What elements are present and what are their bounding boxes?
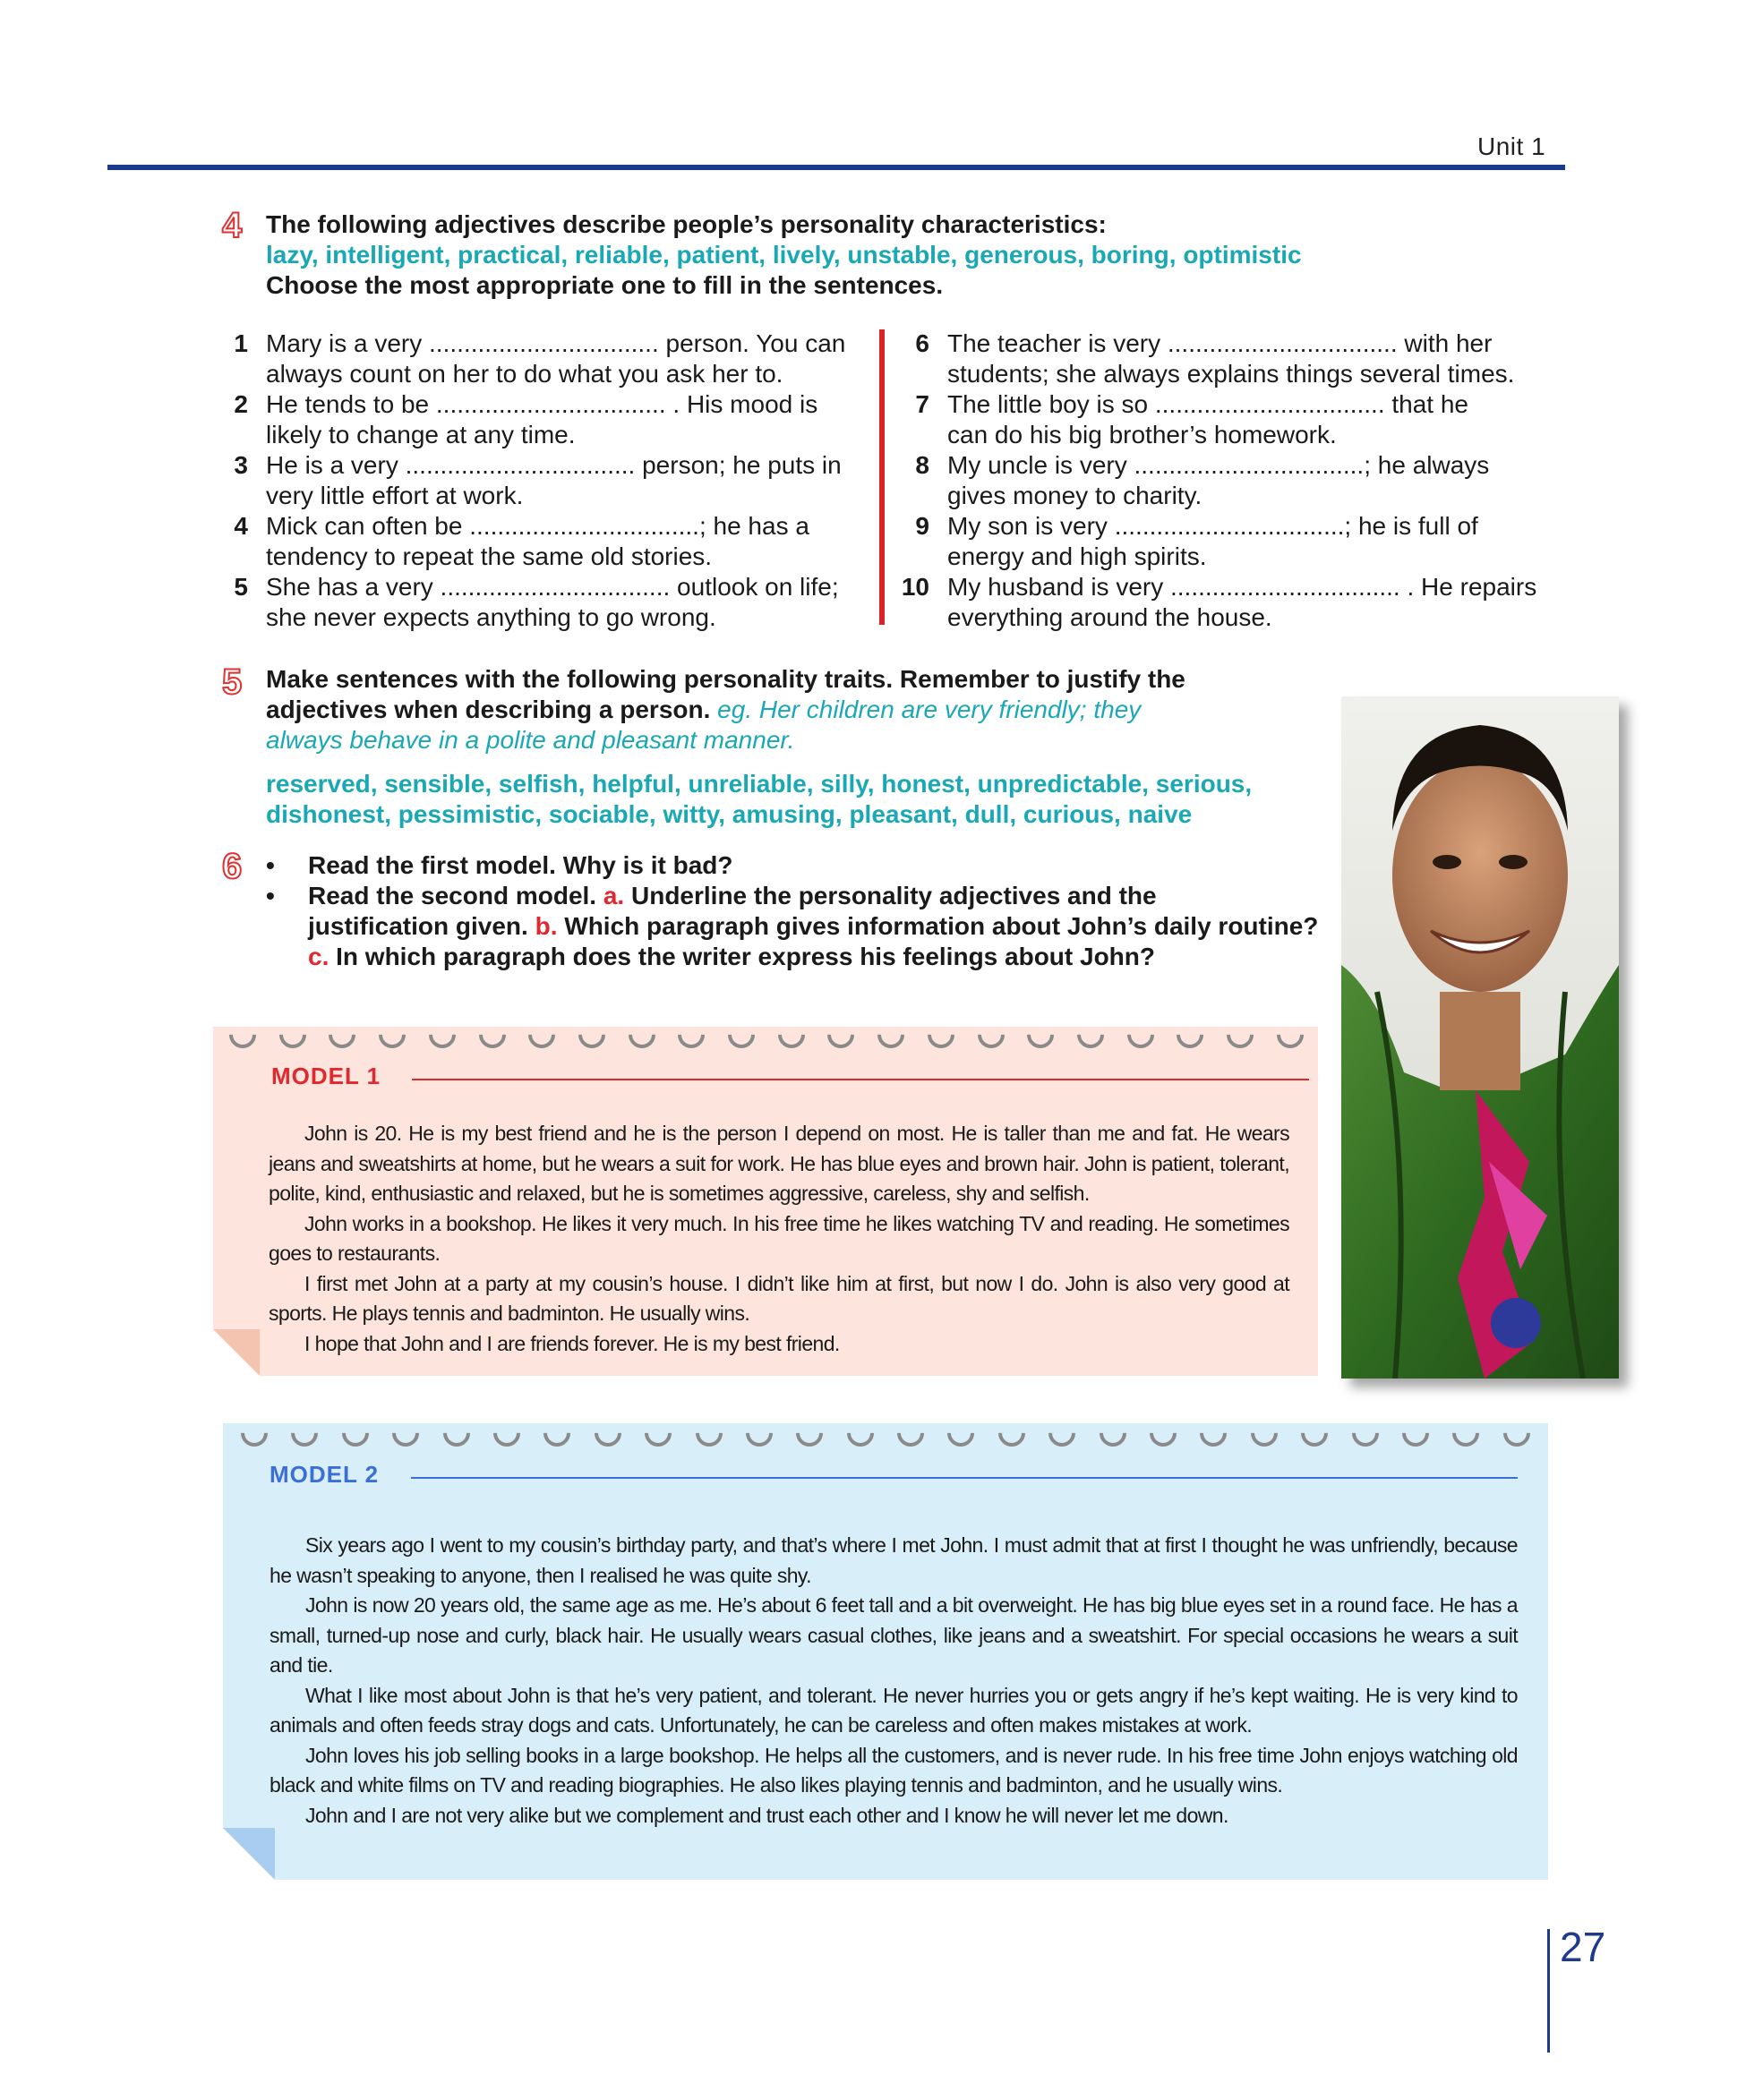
spiral-ring-icon [286, 1414, 323, 1452]
unit-label: Unit 1 [1477, 132, 1546, 160]
sentence-line-2: students; she always explains things several times. [947, 360, 1515, 388]
spiral-ring-icon [589, 1414, 627, 1452]
paragraph: John loves his job selling books in a large bookshop. He helps all the customers, and is never rude. In his free time John enjoys watching old black and white films on TV and reading biographies. He also likes playing tennis and badminton, and he usually wins. [270, 1743, 1518, 1797]
sentence-item [901, 572, 1574, 633]
spiral-ring-icon [337, 1414, 374, 1452]
sentence-item [915, 329, 1574, 389]
ex5-instruction-2-bold: adjectives when describing a person. [266, 696, 711, 723]
spiral-ring-icon [235, 1414, 273, 1452]
sentence-line-2: tendency to repeat the same old stories. [266, 542, 713, 570]
header-rule [107, 165, 1565, 170]
ex4-instruction: The following adjectives describe people’s personality characteristics: [266, 210, 1107, 238]
model-2-box [223, 1423, 1548, 1880]
sentence-item [234, 389, 875, 450]
spiral-ring-icon [1121, 1016, 1159, 1054]
paragraph: I hope that John and I are friends forever. He is my best friend. [304, 1331, 840, 1355]
spiral-ring-icon [723, 1016, 760, 1054]
spiral-ring-icon [488, 1414, 526, 1452]
ex4-instruction-2: Choose the most appropriate one to fill in the sentences. [266, 271, 944, 299]
spiral-ring-icon [1194, 1414, 1232, 1452]
spiral-ring-icon [1346, 1414, 1383, 1452]
ex4-adjective-list: lazy, intelligent, practical, reliable, patient, lively, unstable, generous, boring, optimistic [266, 241, 1302, 269]
spiral-ring-icon [971, 1016, 1009, 1054]
ex5-instruction-2 [266, 695, 1141, 725]
ex6-bullet-2 [308, 881, 1157, 911]
spiral-ring-icon [841, 1414, 878, 1452]
spiral-ring-icon [773, 1016, 810, 1054]
sentence-number: 8 [915, 451, 929, 479]
spiral-ring-icon [224, 1016, 261, 1054]
sentence-line-1: My husband is very ................................. . He repairs [947, 573, 1537, 601]
sentence-number: 10 [901, 573, 929, 601]
sentence-number: 7 [915, 390, 929, 418]
model-1-text [269, 1119, 1289, 1359]
spiral-ring-icon [1245, 1414, 1283, 1452]
ex6-line-3-text: justification given. [308, 912, 535, 940]
sentence-line-1: Mary is a very ................................. person. You can [266, 329, 846, 357]
column-divider [879, 329, 885, 625]
sentence-line-1: My uncle is very .................................; he always [947, 451, 1490, 479]
ex6-letter-a: a. [603, 882, 625, 909]
spiral-ring-icon [822, 1016, 860, 1054]
spiral-ring-icon [942, 1414, 980, 1452]
spiral-ring-icon [639, 1414, 677, 1452]
paragraph: What I like most about John is that he’s very patient, and tolerant. He never hurries you or gets angry if he’s kept waiting. He is very kind to animals and often feeds stray dogs and cats. Unfortunately, he can be careless and often makes mistakes at work. [270, 1683, 1518, 1737]
sentence-number: 1 [234, 329, 248, 357]
spiral-ring-icon [1498, 1414, 1536, 1452]
spiral-ring-icon [437, 1414, 475, 1452]
portrait-illustration [1341, 696, 1619, 1379]
spiral-ring-icon [1447, 1414, 1485, 1452]
ex6-task-b: Which paragraph gives information about John’s daily routine? [557, 912, 1319, 940]
ex6-bullet-dot-2: • [266, 882, 275, 909]
sentence-item [915, 450, 1574, 511]
spiral-ring-icon [872, 1016, 910, 1054]
spiral-ring-icon [1271, 1016, 1309, 1054]
sentence-item [234, 329, 875, 389]
model-2-title-rule [411, 1477, 1518, 1479]
sentence-line-2: she never expects anything to go wrong. [266, 603, 716, 631]
model-1-page-curl [213, 1329, 260, 1376]
sentence-line-2: likely to change at any time. [266, 421, 576, 448]
ex6-task-c: In which paragraph does the writer express his feelings about John? [329, 943, 1155, 970]
spiral-ring-icon [1093, 1414, 1131, 1452]
spiral-ring-icon [523, 1016, 561, 1054]
sentence-line-2: energy and high spirits. [947, 542, 1207, 570]
sentence-number: 4 [234, 512, 248, 540]
sentence-number: 9 [915, 512, 929, 540]
sentence-line-1: She has a very ................................. outlook on life; [266, 573, 839, 601]
spiral-ring-icon [672, 1016, 710, 1054]
paragraph: Six years ago I went to my cousin’s birthday party, and that’s where I met John. I must admit that at first I thought he was unfriendly, because he wasn’t speaking to anyone, then I realised he was quite shy. [270, 1533, 1518, 1587]
spiral-ring-icon [538, 1414, 576, 1452]
ex4-left-column [234, 329, 875, 633]
spiral-ring-icon [993, 1414, 1031, 1452]
sentence-line-1: He is a very ................................. person; he puts in [266, 451, 842, 479]
page-number-rule [1547, 1929, 1550, 2053]
spiral-ring-icon [1171, 1016, 1209, 1054]
ex6-line-4 [308, 942, 1155, 972]
ex4-right-column [901, 329, 1574, 633]
ex6-task-a: Underline the personality adjectives and the [624, 882, 1157, 909]
sentence-line-1: He tends to be ................................. . His mood is [266, 390, 818, 418]
model-1-spiral-binding [229, 1021, 1304, 1048]
exercise-6-number: 6 [222, 847, 243, 886]
spiral-ring-icon [1296, 1414, 1333, 1452]
spiral-ring-icon [424, 1016, 461, 1054]
spiral-ring-icon [573, 1016, 611, 1054]
ex5-example-2: always behave in a polite and pleasant manner. [266, 726, 795, 754]
ex6-bullet-1: Read the first model. Why is it bad? [308, 851, 733, 879]
exercise-4-number: 4 [222, 206, 243, 245]
exercise-5-number: 5 [222, 662, 243, 702]
paragraph: John is 20. He is my best friend and he is the person I depend on most. He is taller than me and fat. He wears jeans and sweatshirts at home, but he wears a suit for work. He has blue eyes and brown hair. John is patient, tolerant, polite, kind, enthusiastic and relaxed, but he is sometimes aggressive, careless, shy and selfish. [269, 1122, 1289, 1205]
sentence-line-1: The teacher is very ................................. with her [947, 329, 1493, 357]
paragraph: I first met John at a party at my cousin’s house. I didn’t like him at first, but now I do. John is also very good at sports. He plays tennis and badminton. He usually wins. [269, 1271, 1289, 1325]
sentence-number: 6 [915, 329, 929, 357]
model-2-page-curl [223, 1828, 275, 1880]
spiral-ring-icon [387, 1414, 424, 1452]
spiral-ring-icon [273, 1016, 311, 1054]
paragraph: John works in a bookshop. He likes it very much. In his free time he likes watching TV and reading. He sometimes goes to restaurants. [269, 1211, 1289, 1265]
spiral-ring-icon [922, 1016, 960, 1054]
model-2-spiral-binding [241, 1420, 1530, 1447]
sentence-line-1: Mick can often be .................................; he has a [266, 512, 809, 540]
sentence-line-2: gives money to charity. [947, 482, 1202, 509]
ex6-letter-b: b. [535, 912, 558, 940]
sentence-number: 2 [234, 390, 248, 418]
sentence-line-2: very little effort at work. [266, 482, 524, 509]
model-2-title: MODEL 2 [270, 1461, 380, 1488]
sentence-line-1: My son is very .................................; he is full of [947, 512, 1478, 540]
page-number: 27 [1560, 1924, 1606, 1970]
sentence-number: 3 [234, 451, 248, 479]
spiral-ring-icon [473, 1016, 510, 1054]
spiral-ring-icon [1221, 1016, 1259, 1054]
paragraph: John is now 20 years old, the same age as me. He’s about 6 feet tall and a bit overweight. He has big blue eyes set in a round face. He has a small, turned-up nose and curly, black hair. He usually wears casual clothes, like jeans and a sweatshirt. For special occasions he wears a suit and tie. [270, 1593, 1518, 1677]
spiral-ring-icon [791, 1414, 828, 1452]
model-2-text [270, 1531, 1518, 1831]
spiral-ring-icon [689, 1414, 727, 1452]
spiral-ring-icon [1022, 1016, 1059, 1054]
spiral-ring-icon [622, 1016, 660, 1054]
sentence-item [915, 511, 1574, 572]
spiral-ring-icon [1043, 1414, 1081, 1452]
ex5-example: eg. Her children are very friendly; they [710, 696, 1142, 723]
spiral-ring-icon [1144, 1414, 1182, 1452]
paragraph: John and I are not very alike but we complement and trust each other and I know he will never let me down. [305, 1803, 1228, 1827]
sentence-item [234, 450, 875, 511]
spiral-ring-icon [1397, 1414, 1434, 1452]
ex5-instruction: Make sentences with the following personality traits. Remember to justify the [266, 665, 1185, 693]
sentence-line-2: can do his big brother’s homework. [947, 421, 1337, 448]
sentence-number: 5 [234, 573, 248, 601]
spiral-ring-icon [1072, 1016, 1109, 1054]
spiral-ring-icon [373, 1016, 411, 1054]
spiral-ring-icon [740, 1414, 778, 1452]
sentence-line-1: The little boy is so ................................. that he [947, 390, 1468, 418]
sentence-line-2: always count on her to do what you ask her to. [266, 360, 783, 388]
spiral-ring-icon [323, 1016, 361, 1054]
spiral-ring-icon [892, 1414, 929, 1452]
ex5-traits-1: reserved, sensible, selfish, helpful, unreliable, silly, honest, unpredictable, serious, [266, 770, 1253, 798]
ex6-line-3 [308, 911, 1318, 942]
sentence-item [234, 511, 875, 572]
ex6-bullet-dot-1: • [266, 851, 275, 879]
model-1-title: MODEL 1 [271, 1063, 381, 1089]
ex5-traits-2: dishonest, pessimistic, sociable, witty, amusing, pleasant, dull, curious, naive [266, 800, 1193, 828]
sentence-line-2: everything around the house. [947, 603, 1272, 631]
ex6-letter-c: c. [308, 943, 329, 970]
sentence-item [234, 572, 875, 633]
sentence-item [915, 389, 1574, 450]
portrait-photo [1341, 696, 1619, 1379]
model-1-box [213, 1027, 1318, 1376]
ex6-bullet-2-text: Read the second model. [308, 882, 603, 909]
model-1-title-rule [412, 1079, 1309, 1080]
